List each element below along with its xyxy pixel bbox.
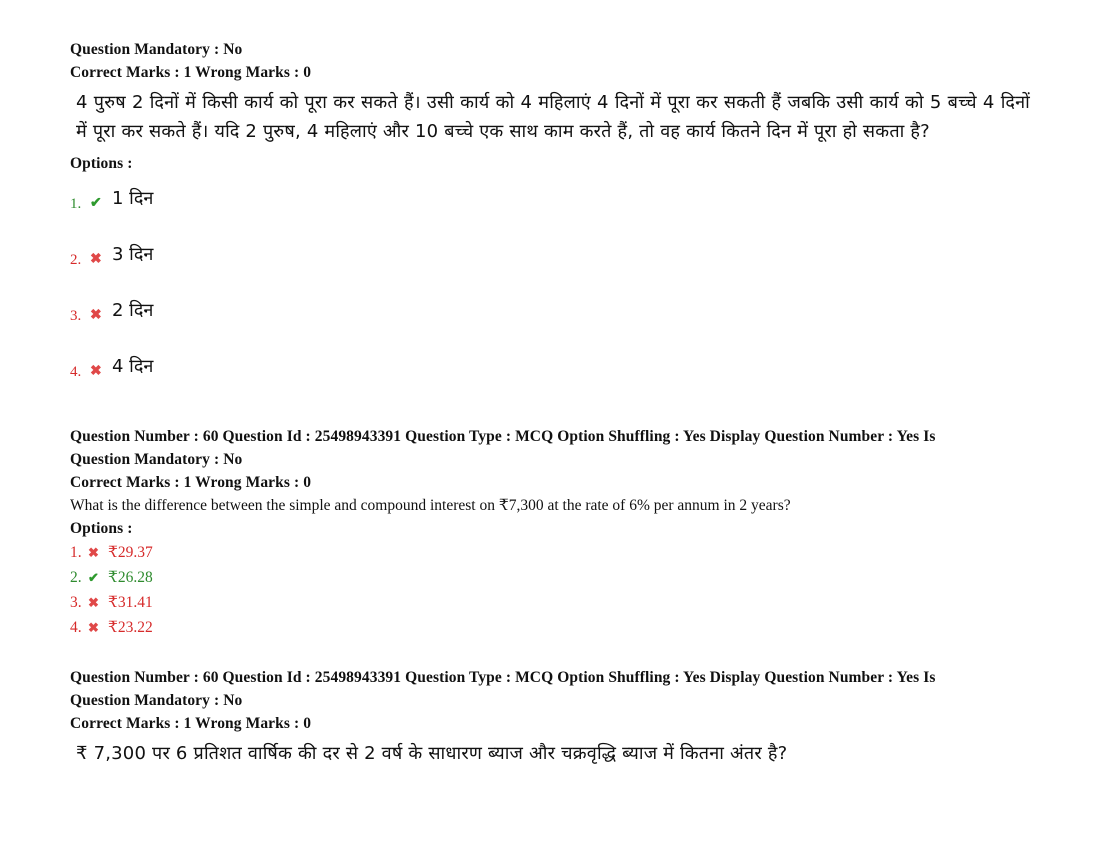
option-number: 3. [70,593,82,611]
option-text: ₹26.28 [108,569,153,586]
option-4 [70,615,1030,640]
option-3 [70,295,1030,325]
question-text: ₹ 7,300 पर 6 प्रतिशत वार्षिक की दर से 2 वर्ष के साधारण ब्याज और चक्रवृद्धि ब्याज में कितना अंतर है? [76,743,788,764]
option-number: 1. [70,543,82,561]
option-number: 2. [70,568,82,586]
question-block-2 [70,425,1030,640]
check-icon: ✔ [88,569,99,585]
options-label: Options : [70,520,133,537]
option-4 [70,351,1030,381]
option-1 [70,183,1030,213]
option-3 [70,590,1030,615]
question-text: What is the difference between the simple and compound interest on ₹7,300 at the rate of 6% per annum in 2 years? [70,497,791,514]
question-block-3 [70,666,1030,768]
option-1 [70,540,1030,565]
cross-icon: ✖ [88,544,99,560]
option-number: 1. [70,196,82,212]
question-block-1 [70,38,1030,381]
option-number: 3. [70,308,82,324]
cross-icon: ✖ [88,619,99,635]
option-text: ₹23.22 [108,619,153,636]
cross-icon: ✖ [88,594,99,610]
option-text: 2 दिन [112,300,154,321]
marks-line: Correct Marks : 1 Wrong Marks : 0 [70,715,312,732]
cross-icon: ✖ [90,252,102,267]
options-label: Options : [70,155,133,172]
check-icon: ✔ [90,196,102,211]
question-text: 4 पुरुष 2 दिनों में किसी कार्य को पूरा कर सकते हैं। उसी कार्य को 4 महिलाएं 4 दिनों में पूरा कर सकती हैं जबकि उसी कार्य को 5 बच्चे 4 दिनों में पूरा कर सकते हैं। यदि 2 पुरुष, 4 महिलाएं और 10 बच्चे एक साथ काम करते हैं, तो वह कार्य कितने दिन में पूरा हो सकता है? [76,92,1030,142]
cross-icon: ✖ [90,308,102,323]
option-2 [70,239,1030,269]
option-number: 4. [70,618,82,636]
mandatory-line: Question Mandatory : No [70,692,243,709]
option-number: 4. [70,364,82,380]
option-text: ₹29.37 [108,544,153,561]
option-2 [70,565,1030,590]
mandatory-line: Question Mandatory : No [70,451,243,468]
cross-icon: ✖ [90,364,102,379]
question-document [70,38,1030,774]
question-header: Question Number : 60 Question Id : 25498943391 Question Type : MCQ Option Shuffling : Yes Display Question Number : Yes Is [70,669,936,686]
option-number: 2. [70,252,82,268]
option-text: 1 दिन [112,188,154,209]
marks-line: Correct Marks : 1 Wrong Marks : 0 [70,474,312,491]
question-header: Question Number : 60 Question Id : 25498943391 Question Type : MCQ Option Shuffling : Yes Display Question Number : Yes Is [70,428,936,445]
mandatory-line: Question Mandatory : No [70,41,243,58]
marks-line: Correct Marks : 1 Wrong Marks : 0 [70,64,312,81]
option-text: ₹31.41 [108,594,153,611]
option-text: 3 दिन [112,244,154,265]
option-text: 4 दिन [112,356,154,377]
